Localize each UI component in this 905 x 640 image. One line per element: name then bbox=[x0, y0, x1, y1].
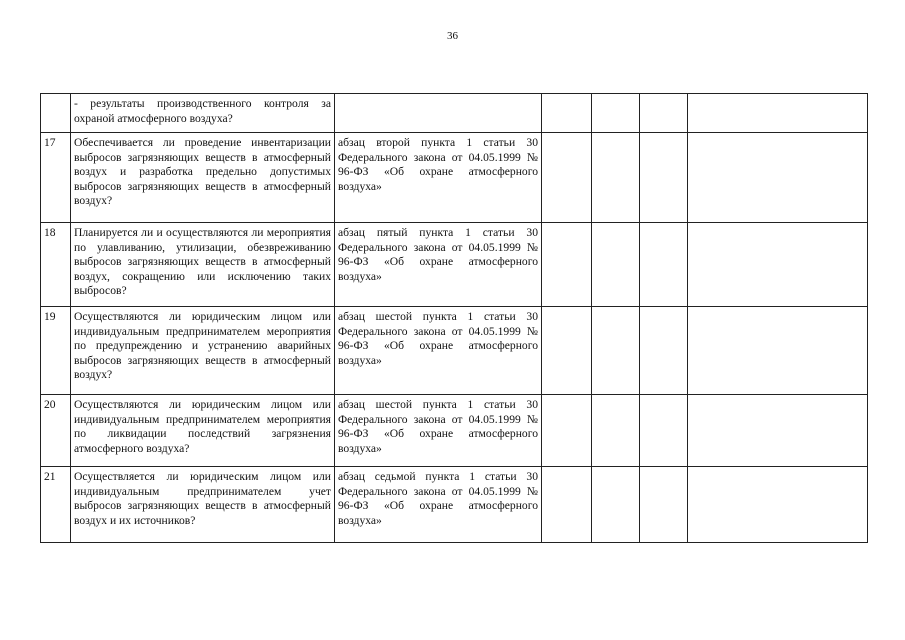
row-number: 19 bbox=[41, 307, 71, 395]
question-cell: Обеспечивается ли проведение инвентаризации выбросов загрязняющих веществ в атмосферный воздух и разработка предельно допустимых выбросов загрязняющих веществ в атмосферный воздух? bbox=[71, 133, 335, 223]
answer-no-cell[interactable] bbox=[592, 223, 640, 307]
question-cell: - результаты производственного контроля за охраной атмосферного воздуха? bbox=[71, 94, 335, 133]
question-cell: Осуществляется ли юридическим лицом или индивидуальным предпринимателем учет выбросов загрязняющих веществ в атмосферный воздух и их источников? bbox=[71, 467, 335, 543]
reference-cell bbox=[335, 94, 542, 133]
table-row bbox=[41, 223, 868, 307]
answer-no-cell[interactable] bbox=[592, 94, 640, 133]
table-row bbox=[41, 467, 868, 543]
reference-cell: абзац пятый пункта 1 статьи 30 Федерального закона от 04.05.1999 № 96-ФЗ «Об охране атмосферного воздуха» bbox=[335, 223, 542, 307]
answer-yes-cell[interactable] bbox=[542, 133, 592, 223]
answer-yes-cell[interactable] bbox=[542, 307, 592, 395]
reference-cell: абзац шестой пункта 1 статьи 30 Федерального закона от 04.05.1999 № 96-ФЗ «Об охране атмосферного воздуха» bbox=[335, 307, 542, 395]
answer-na-cell[interactable] bbox=[640, 395, 688, 467]
answer-yes-cell[interactable] bbox=[542, 94, 592, 133]
row-number: 20 bbox=[41, 395, 71, 467]
question-cell: Осуществляются ли юридическим лицом или индивидуальным предпринимателем мероприятия по ликвидации последствий загрязнения атмосферного воздуха? bbox=[71, 395, 335, 467]
answer-no-cell[interactable] bbox=[592, 395, 640, 467]
note-cell[interactable] bbox=[688, 133, 868, 223]
note-cell[interactable] bbox=[688, 223, 868, 307]
answer-yes-cell[interactable] bbox=[542, 223, 592, 307]
answer-no-cell[interactable] bbox=[592, 307, 640, 395]
note-cell[interactable] bbox=[688, 307, 868, 395]
table-row bbox=[41, 307, 868, 395]
answer-na-cell[interactable] bbox=[640, 307, 688, 395]
table-row bbox=[41, 395, 868, 467]
note-cell[interactable] bbox=[688, 94, 868, 133]
note-cell[interactable] bbox=[688, 395, 868, 467]
reference-cell: абзац второй пункта 1 статьи 30 Федерального закона от 04.05.1999 № 96-ФЗ «Об охране атмосферного воздуха» bbox=[335, 133, 542, 223]
table-row bbox=[41, 94, 868, 133]
reference-cell: абзац седьмой пункта 1 статьи 30 Федерального закона от 04.05.1999 № 96-ФЗ «Об охране атмосферного воздуха» bbox=[335, 467, 542, 543]
row-number bbox=[41, 94, 71, 133]
answer-no-cell[interactable] bbox=[592, 467, 640, 543]
table-row bbox=[41, 133, 868, 223]
answer-na-cell[interactable] bbox=[640, 467, 688, 543]
answer-na-cell[interactable] bbox=[640, 133, 688, 223]
question-cell: Планируется ли и осуществляются ли мероприятия по улавливанию, утилизации, обезвреживанию выбросов загрязняющих веществ в атмосферный воздух, сокращению или исключению таких выбросов? bbox=[71, 223, 335, 307]
row-number: 21 bbox=[41, 467, 71, 543]
page-number: 36 bbox=[447, 30, 458, 42]
question-cell: Осуществляются ли юридическим лицом или индивидуальным предпринимателем мероприятия по предупреждению и устранению аварийных выбросов загрязняющих веществ в атмосферный воздух? bbox=[71, 307, 335, 395]
reference-cell: абзац шестой пункта 1 статьи 30 Федерального закона от 04.05.1999 № 96-ФЗ «Об охране атмосферного воздуха» bbox=[335, 395, 542, 467]
checklist-table bbox=[40, 93, 868, 543]
answer-na-cell[interactable] bbox=[640, 94, 688, 133]
row-number: 17 bbox=[41, 133, 71, 223]
note-cell[interactable] bbox=[688, 467, 868, 543]
answer-na-cell[interactable] bbox=[640, 223, 688, 307]
answer-yes-cell[interactable] bbox=[542, 395, 592, 467]
answer-yes-cell[interactable] bbox=[542, 467, 592, 543]
answer-no-cell[interactable] bbox=[592, 133, 640, 223]
row-number: 18 bbox=[41, 223, 71, 307]
